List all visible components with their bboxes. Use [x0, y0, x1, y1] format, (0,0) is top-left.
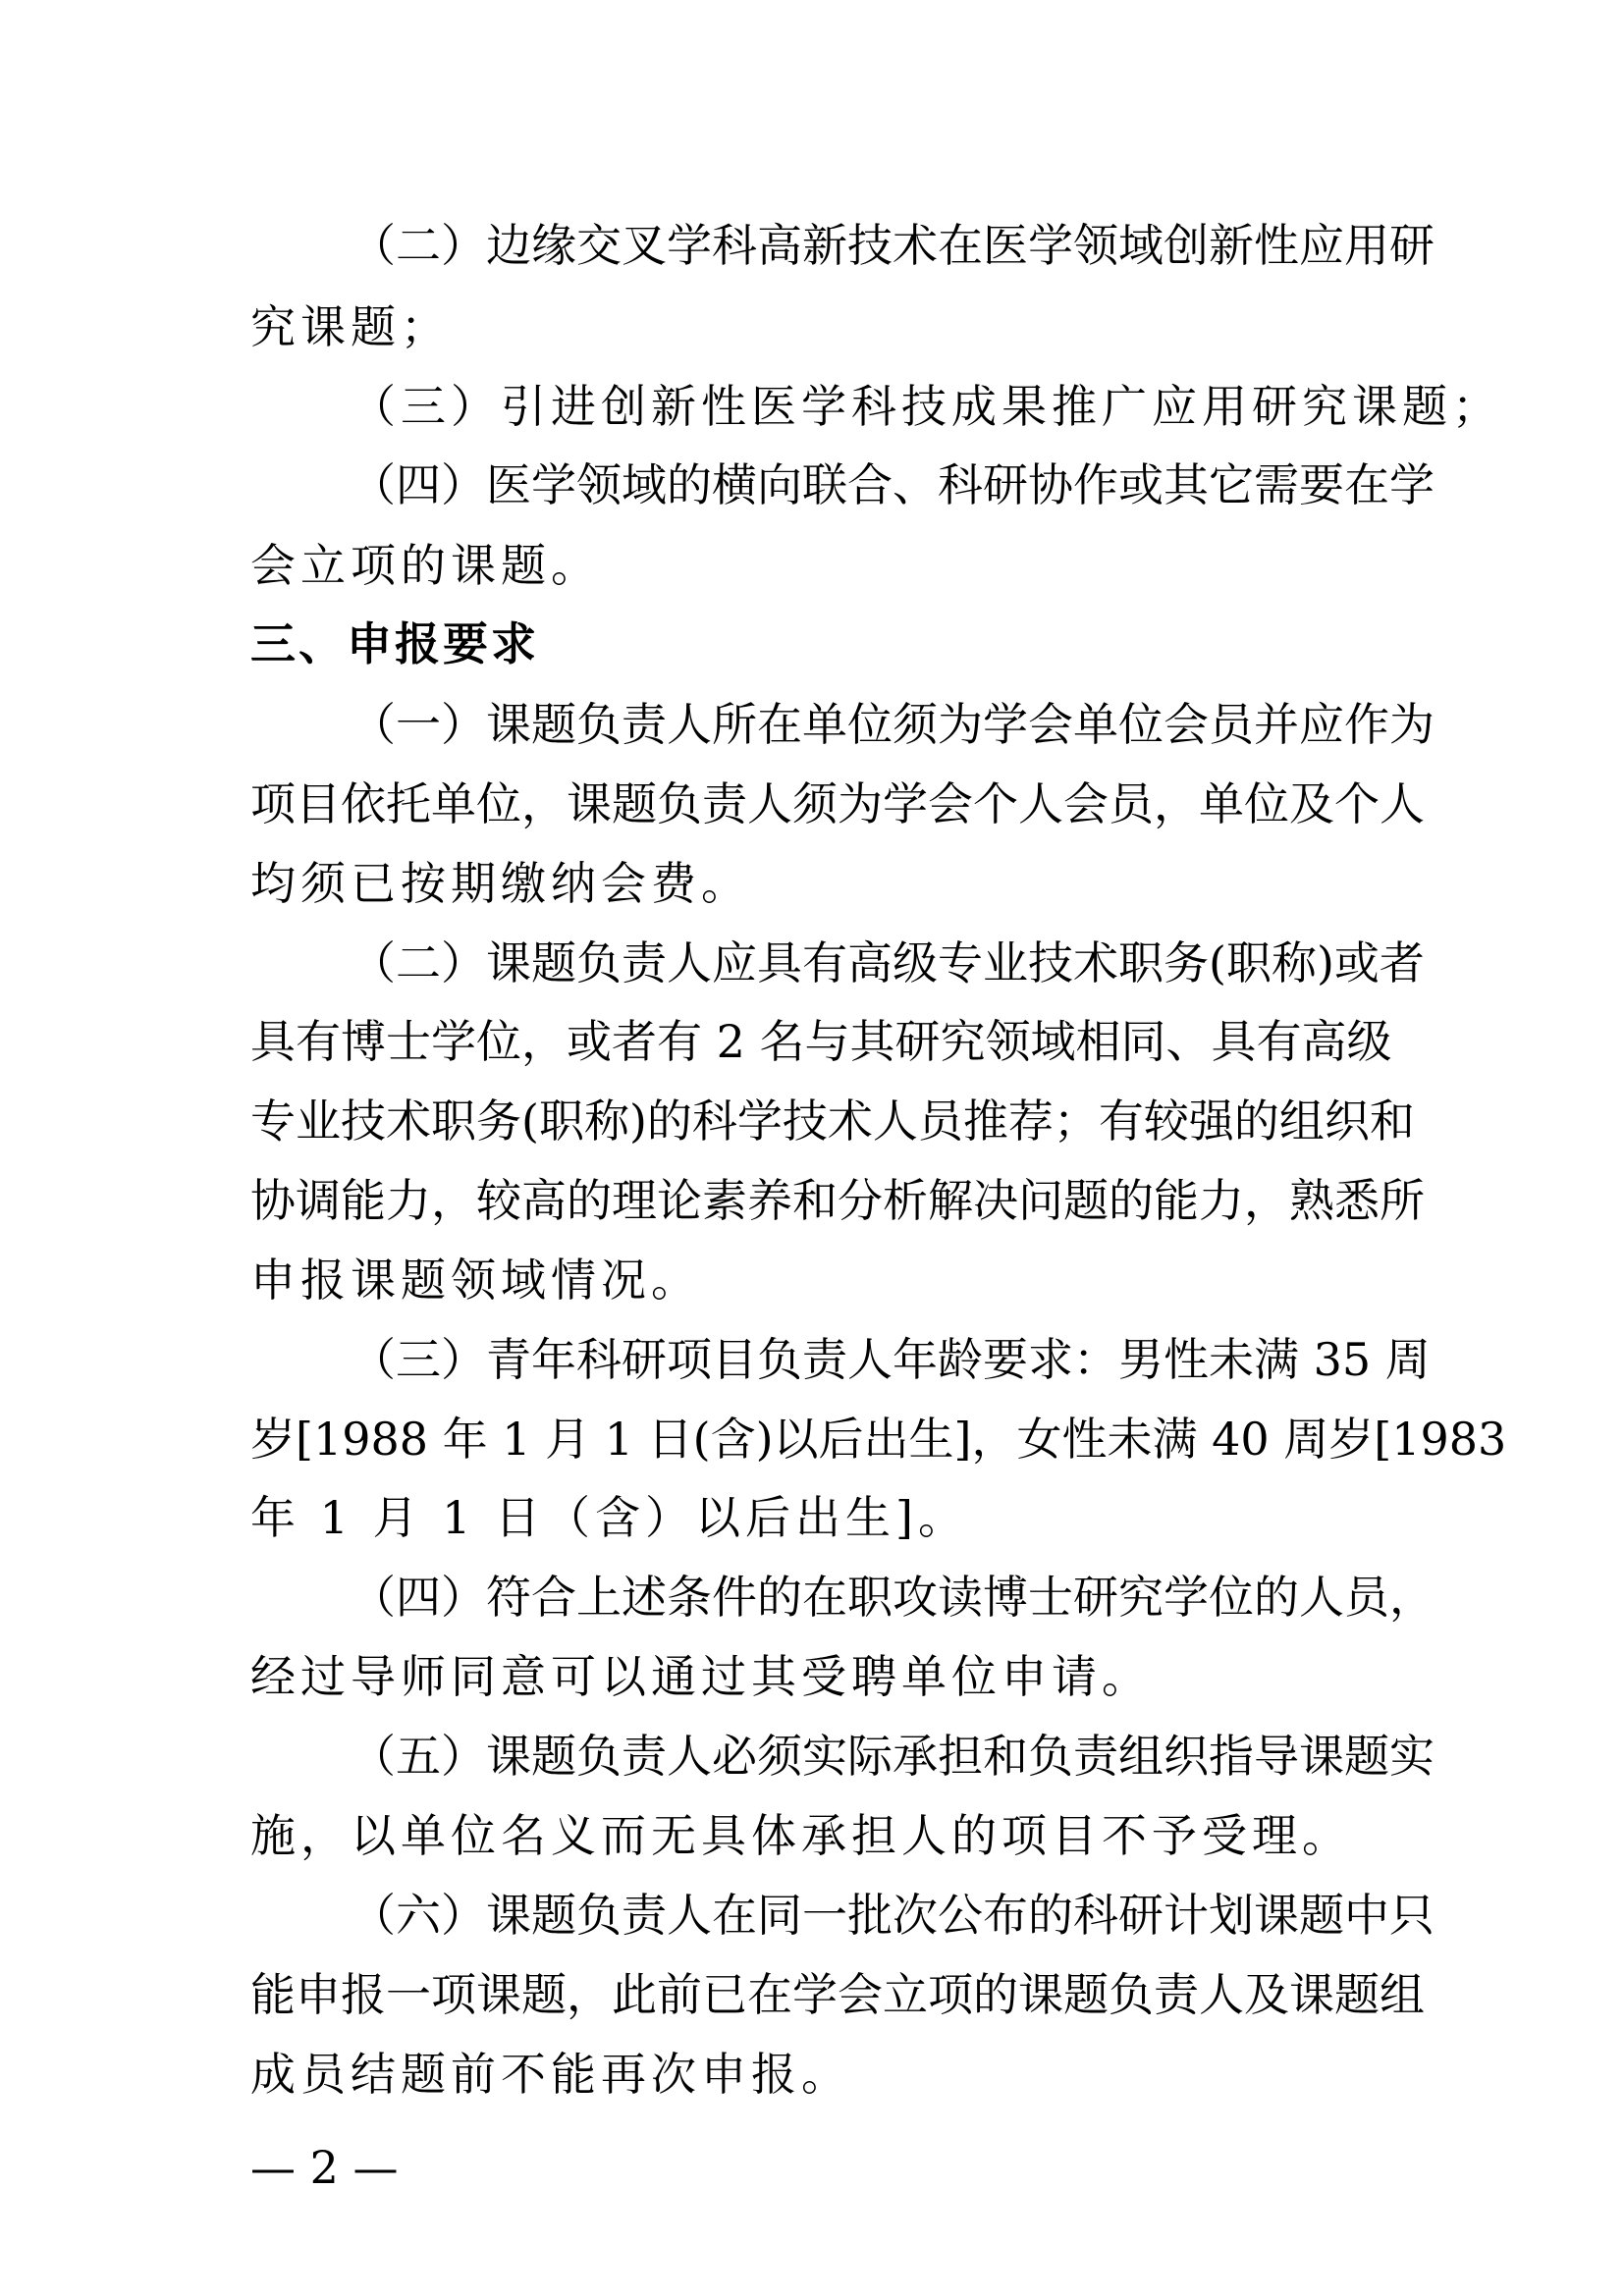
body-line: 施，以单位名义而无具体承担人的项目不予受理。 — [250, 1809, 1352, 1862]
body-line: 成员结题前不能再次申报。 — [250, 2048, 851, 2101]
body-line: 具有博士学位，或者有 2 名与其研究领域相同、具有高级 — [250, 1015, 1392, 1068]
page-number: — 2 — — [250, 2141, 399, 2194]
body-line: （一）课题负责人所在单位须为学会单位会员并应作为 — [351, 698, 1435, 751]
body-line: 专业技术职务(职称)的科学技术人员推荐；有较强的组织和 — [250, 1095, 1415, 1148]
body-line: 会立项的课题。 — [250, 539, 601, 592]
body-line: 能申报一项课题，此前已在学会立项的课题负责人及课题组 — [250, 1968, 1425, 2021]
body-line: （三）青年科研项目负责人年龄要求：男性未满 35 周 — [351, 1333, 1431, 1386]
body-line: （二）课题负责人应具有高级专业技术职务(职称)或者 — [351, 936, 1425, 989]
body-line: （三）引进创新性医学科技成果推广应用研究课题； — [351, 380, 1502, 433]
body-line: （四）符合上述条件的在职攻读博士研究学位的人员， — [351, 1571, 1435, 1624]
body-line: 究课题； — [250, 300, 451, 353]
body-line: （五）课题负责人必须实际承担和负责组织指导课题实 — [351, 1730, 1435, 1783]
body-line: （四）医学领域的横向联合、科研协作或其它需要在学 — [351, 458, 1435, 511]
body-line: 岁[1988 年 1 月 1 日(含)以后出生]，女性未满 40 周岁[1983 — [250, 1413, 1507, 1466]
body-line: （二）边缘交叉学科高新技术在医学领域创新性应用研 — [351, 219, 1435, 272]
body-line: 经过导师同意可以通过其受聘单位申请。 — [250, 1650, 1152, 1703]
section-heading: 三、申报要求 — [250, 617, 539, 670]
body-line: （六）课题负责人在同一批次公布的科研计划课题中只 — [351, 1889, 1435, 1942]
body-line: 协调能力，较高的理论素养和分析解决问题的能力，熟悉所 — [250, 1174, 1425, 1227]
body-line: 均须已按期缴纳会费。 — [250, 857, 751, 910]
body-line: 项目依托单位，课题负责人须为学会个人会员，单位及个人 — [250, 777, 1425, 830]
body-line: 年 1 月 1 日（含）以后出生]。 — [250, 1491, 968, 1544]
body-line: 申报课题领域情况。 — [250, 1254, 701, 1307]
